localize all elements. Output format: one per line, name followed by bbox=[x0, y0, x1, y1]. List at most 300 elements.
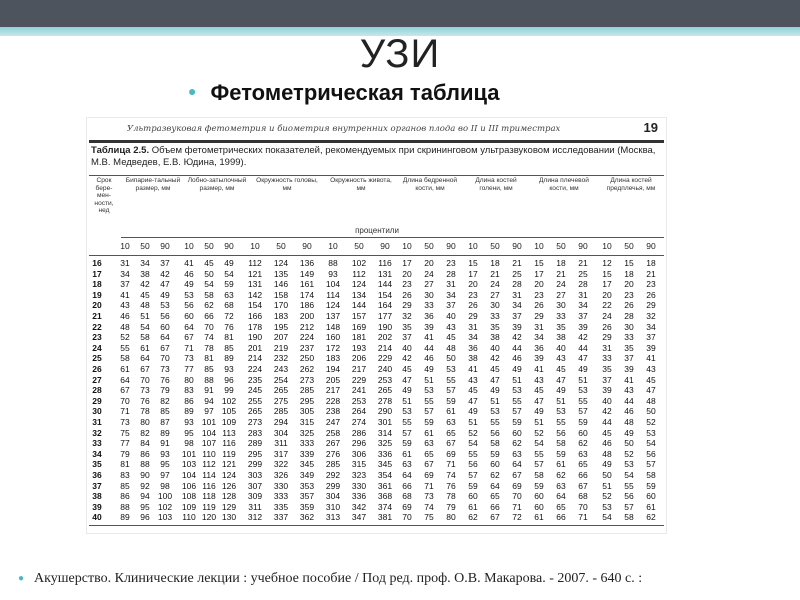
table-cell: 81 bbox=[120, 459, 130, 470]
table-cell: 58 bbox=[556, 438, 566, 449]
table-cell: 31 bbox=[468, 321, 478, 332]
table-cell: 45 bbox=[602, 427, 612, 438]
table-cell: 62 bbox=[490, 470, 500, 480]
table-cell: 359 bbox=[299, 501, 315, 512]
table-cell: 30 bbox=[624, 321, 634, 332]
percentile-header-cell: 10 bbox=[184, 241, 194, 251]
table-cell: 69 bbox=[402, 501, 412, 512]
table-cell: 374 bbox=[377, 501, 393, 512]
table-cell: 67 bbox=[578, 480, 588, 491]
table-row bbox=[87, 491, 666, 502]
table-cell: 49 bbox=[556, 385, 566, 396]
week-cell: 40 bbox=[92, 512, 102, 523]
table-cell: 42 bbox=[402, 353, 412, 364]
running-header: Ультразвуковая фетометрия и биометрия внутренних органов плода во II и III триместрах bbox=[127, 124, 561, 134]
bullet-icon: ● bbox=[18, 573, 25, 584]
table-cell: 89 bbox=[184, 406, 194, 417]
table-cell: 90 bbox=[140, 470, 150, 480]
footer-text: Акушерство. Клинические лекции : учебное пособие / Под ред. проф. О.В. Макарова. - 2007. - 640 с. : bbox=[34, 571, 643, 586]
table-cell: 59 bbox=[224, 279, 234, 290]
table-cell: 47 bbox=[402, 374, 412, 385]
table-cell: 44 bbox=[424, 342, 434, 353]
table-cell: 336 bbox=[351, 491, 367, 502]
table-cell: 54 bbox=[646, 438, 656, 449]
table-cell: 59 bbox=[446, 395, 456, 406]
table-cell: 98 bbox=[184, 438, 194, 449]
table-cell: 212 bbox=[299, 321, 315, 332]
table-row bbox=[87, 406, 666, 417]
table-cell: 34 bbox=[446, 289, 456, 300]
table-row bbox=[87, 269, 666, 280]
table-cell: 37 bbox=[602, 374, 612, 385]
table-row bbox=[87, 375, 666, 386]
table-cell: 102 bbox=[351, 258, 367, 268]
table-cell: 309 bbox=[247, 491, 263, 502]
table-cell: 37 bbox=[402, 332, 412, 343]
table-cell: 60 bbox=[512, 427, 522, 438]
table-cell: 110 bbox=[182, 512, 196, 523]
table-cell: 97 bbox=[204, 406, 214, 417]
table-cell: 38 bbox=[490, 332, 500, 343]
table-cell: 21 bbox=[646, 268, 656, 279]
table-cell: 55 bbox=[556, 417, 566, 427]
table-cell: 47 bbox=[160, 279, 170, 290]
rule-body bbox=[89, 255, 664, 256]
table-cell: 113 bbox=[222, 427, 236, 438]
table-cell: 29 bbox=[602, 332, 612, 343]
table-cell: 74 bbox=[424, 501, 434, 512]
table-cell: 18 bbox=[556, 258, 566, 268]
week-cell: 35 bbox=[92, 459, 102, 470]
table-cell: 23 bbox=[534, 289, 544, 300]
table-cell: 59 bbox=[534, 480, 544, 491]
table-cell: 38 bbox=[468, 353, 478, 364]
week-cell: 30 bbox=[92, 406, 102, 417]
week-cell: 24 bbox=[92, 342, 102, 353]
table-cell: 46 bbox=[512, 353, 522, 364]
table-cell: 29 bbox=[402, 300, 412, 311]
table-cell: 50 bbox=[624, 438, 634, 449]
table-cell: 31 bbox=[578, 289, 588, 300]
table-cell: 93 bbox=[224, 364, 234, 374]
table-cell: 76 bbox=[140, 395, 150, 406]
table-cell: 34 bbox=[468, 332, 478, 343]
table-row bbox=[87, 438, 666, 449]
table-cell: 23 bbox=[468, 289, 478, 300]
table-cell: 67 bbox=[184, 332, 194, 343]
table-cell: 60 bbox=[534, 501, 544, 512]
table-cell: 48 bbox=[120, 321, 130, 332]
table-cell: 39 bbox=[534, 353, 544, 364]
table-cell: 333 bbox=[273, 491, 289, 502]
table-cell: 79 bbox=[446, 501, 456, 512]
table-cell: 87 bbox=[160, 417, 170, 427]
table-cell: 112 bbox=[248, 258, 262, 268]
table-cell: 267 bbox=[325, 438, 341, 449]
table-cell: 325 bbox=[299, 427, 315, 438]
table-cell: 354 bbox=[377, 470, 393, 480]
table-cell: 37 bbox=[646, 332, 656, 343]
percentile-header-cell: 50 bbox=[624, 241, 634, 251]
table-cell: 124 bbox=[325, 300, 341, 311]
table-cell: 49 bbox=[578, 364, 588, 374]
column-header-term: Срок бере-мен-ности, нед bbox=[94, 177, 114, 215]
table-cell: 299 bbox=[247, 459, 263, 470]
table-cell: 214 bbox=[247, 353, 263, 364]
table-cell: 81 bbox=[204, 353, 214, 364]
table-cell: 53 bbox=[402, 406, 412, 417]
table-cell: 65 bbox=[446, 427, 456, 438]
table-cell: 311 bbox=[274, 438, 288, 449]
week-cell: 25 bbox=[92, 353, 102, 364]
table-cell: 83 bbox=[184, 385, 194, 396]
table-cell: 121 bbox=[247, 268, 263, 279]
table-cell: 85 bbox=[204, 364, 214, 374]
table-cell: 58 bbox=[624, 512, 634, 523]
table-cell: 26 bbox=[402, 289, 412, 300]
table-cell: 349 bbox=[299, 470, 315, 480]
table-row bbox=[87, 311, 666, 322]
table-cell: 59 bbox=[402, 438, 412, 449]
table-cell: 161 bbox=[299, 279, 315, 290]
table-cell: 67 bbox=[160, 342, 170, 353]
table-cell: 296 bbox=[351, 438, 367, 449]
table-cell: 20 bbox=[402, 268, 412, 279]
table-cell: 195 bbox=[273, 321, 289, 332]
table-cell: 17 bbox=[468, 268, 478, 279]
table-cell: 109 bbox=[181, 501, 197, 512]
week-cell: 17 bbox=[92, 268, 102, 279]
table-cell: 54 bbox=[224, 268, 234, 279]
table-cell: 169 bbox=[351, 321, 367, 332]
table-cell: 63 bbox=[578, 448, 588, 459]
table-cell: 33 bbox=[490, 311, 500, 321]
table-cell: 45 bbox=[204, 258, 214, 268]
table-cell: 285 bbox=[325, 459, 341, 470]
percentile-header-cell: 10 bbox=[402, 241, 412, 251]
table-cell: 91 bbox=[160, 438, 170, 449]
table-cell: 333 bbox=[299, 438, 315, 449]
table-row bbox=[87, 502, 666, 513]
table-cell: 41 bbox=[184, 258, 194, 268]
table-cell: 80 bbox=[140, 417, 150, 427]
table-cell: 37 bbox=[446, 300, 456, 311]
table-cell: 31 bbox=[534, 321, 544, 332]
table-row bbox=[87, 470, 666, 481]
table-cell: 58 bbox=[140, 332, 150, 343]
table-cell: 64 bbox=[160, 332, 170, 343]
table-cell: 158 bbox=[273, 289, 289, 300]
table-cell: 114 bbox=[326, 289, 340, 300]
table-cell: 146 bbox=[273, 279, 289, 290]
table-cell: 80 bbox=[184, 374, 194, 385]
table-cell: 85 bbox=[120, 480, 130, 491]
table-cell: 290 bbox=[377, 406, 393, 417]
table-cell: 273 bbox=[299, 374, 315, 385]
week-cell: 22 bbox=[92, 321, 102, 332]
table-cell: 59 bbox=[578, 417, 588, 427]
table-cell: 98 bbox=[160, 480, 170, 491]
table-cell: 57 bbox=[534, 459, 544, 470]
table-cell: 73 bbox=[424, 491, 434, 502]
table-cell: 116 bbox=[378, 258, 392, 268]
page-header bbox=[89, 118, 664, 143]
percentile-label: процентили bbox=[355, 226, 399, 235]
table-cell: 28 bbox=[446, 268, 456, 279]
table-cell: 49 bbox=[490, 385, 500, 396]
table-cell: 323 bbox=[351, 470, 367, 480]
table-cell: 42 bbox=[578, 332, 588, 343]
table-caption-text: Объем фетометрических показателей, рекомендуемых при скрининговом ультразвуковом исследовании (Москва, М.В. Медведев, Е.В. Юдина, 1999). bbox=[91, 145, 656, 168]
table-cell: 217 bbox=[325, 385, 341, 396]
percentile-header-cell: 10 bbox=[120, 241, 130, 251]
table-cell: 78 bbox=[204, 342, 214, 353]
table-cell: 47 bbox=[578, 353, 588, 364]
table-cell: 64 bbox=[512, 459, 522, 470]
table-cell: 86 bbox=[184, 395, 194, 406]
table-cell: 45 bbox=[402, 364, 412, 374]
table-cell: 53 bbox=[446, 364, 456, 374]
table-cell: 45 bbox=[446, 332, 456, 343]
table-cell: 183 bbox=[325, 353, 341, 364]
table-cell: 78 bbox=[446, 491, 456, 502]
table-cell: 70 bbox=[140, 374, 150, 385]
week-cell: 20 bbox=[92, 300, 102, 311]
percentile-header-cell: 90 bbox=[380, 241, 390, 251]
table-cell: 194 bbox=[325, 364, 341, 374]
table-cell: 214 bbox=[377, 342, 393, 353]
table-cell: 42 bbox=[490, 353, 500, 364]
table-cell: 170 bbox=[273, 300, 289, 311]
table-cell: 59 bbox=[512, 417, 522, 427]
table-cell: 56 bbox=[160, 311, 170, 321]
table-cell: 97 bbox=[160, 470, 170, 480]
table-cell: 43 bbox=[468, 374, 478, 385]
table-cell: 41 bbox=[534, 364, 544, 374]
table-cell: 94 bbox=[204, 395, 214, 406]
table-cell: 278 bbox=[377, 395, 393, 406]
table-cell: 67 bbox=[446, 438, 456, 449]
table-cell: 49 bbox=[224, 258, 234, 268]
table-cell: 54 bbox=[624, 470, 634, 480]
table-cell: 38 bbox=[140, 268, 150, 279]
table-cell: 32 bbox=[646, 311, 656, 321]
table-cell: 224 bbox=[299, 332, 315, 343]
table-cell: 89 bbox=[224, 353, 234, 364]
table-cell: 55 bbox=[490, 417, 500, 427]
table-cell: 60 bbox=[468, 491, 478, 502]
table-cell: 45 bbox=[468, 385, 478, 396]
table-cell: 60 bbox=[646, 491, 656, 502]
table-cell: 43 bbox=[446, 321, 456, 332]
table-cell: 51 bbox=[424, 374, 434, 385]
table-cell: 46 bbox=[624, 406, 634, 417]
table-cell: 315 bbox=[299, 417, 315, 427]
table-cell: 38 bbox=[556, 332, 566, 343]
table-cell: 99 bbox=[224, 385, 234, 396]
table-cell: 57 bbox=[402, 427, 412, 438]
table-cell: 124 bbox=[273, 258, 289, 268]
table-cell: 47 bbox=[490, 374, 500, 385]
table-cell: 41 bbox=[424, 332, 434, 343]
table-cell: 313 bbox=[325, 512, 341, 523]
table-cell: 59 bbox=[490, 448, 500, 459]
table-cell: 51 bbox=[402, 395, 412, 406]
table-cell: 59 bbox=[424, 417, 434, 427]
table-cell: 64 bbox=[402, 470, 412, 480]
week-cell: 38 bbox=[92, 491, 102, 502]
table-cell: 64 bbox=[120, 374, 130, 385]
table-cell: 229 bbox=[377, 353, 393, 364]
table-cell: 135 bbox=[273, 268, 289, 279]
table-cell: 42 bbox=[160, 268, 170, 279]
table-cell: 61 bbox=[556, 459, 566, 470]
table-cell: 39 bbox=[624, 364, 634, 374]
rule-bottom bbox=[89, 525, 664, 526]
table-cell: 311 bbox=[248, 501, 262, 512]
table-cell: 368 bbox=[377, 491, 393, 502]
table-cell: 71 bbox=[424, 480, 434, 491]
table-cell: 144 bbox=[377, 279, 393, 290]
table-cell: 23 bbox=[402, 279, 412, 290]
table-cell: 357 bbox=[299, 491, 315, 502]
table-cell: 265 bbox=[377, 385, 393, 396]
table-caption bbox=[91, 145, 661, 169]
table-cell: 64 bbox=[490, 480, 500, 491]
week-cell: 26 bbox=[92, 364, 102, 374]
table-cell: 105 bbox=[221, 406, 237, 417]
table-cell: 44 bbox=[512, 342, 522, 353]
table-row bbox=[87, 481, 666, 492]
table-cell: 286 bbox=[351, 427, 367, 438]
table-row bbox=[87, 332, 666, 343]
table-cell: 56 bbox=[490, 427, 500, 438]
table-cell: 53 bbox=[578, 385, 588, 396]
table-cell: 250 bbox=[299, 353, 315, 364]
table-cell: 18 bbox=[490, 258, 500, 268]
table-cell: 149 bbox=[299, 268, 315, 279]
table-cell: 73 bbox=[140, 385, 150, 396]
table-cell: 62 bbox=[556, 470, 566, 480]
table-cell: 166 bbox=[247, 311, 263, 321]
table-cell: 71 bbox=[184, 342, 194, 353]
table-cell: 33 bbox=[624, 332, 634, 343]
table-cell: 205 bbox=[325, 374, 341, 385]
table-cell: 52 bbox=[602, 491, 612, 502]
table-cell: 27 bbox=[490, 289, 500, 300]
week-cell: 34 bbox=[92, 448, 102, 459]
table-cell: 95 bbox=[184, 427, 194, 438]
table-cell: 78 bbox=[140, 406, 150, 417]
table-cell: 106 bbox=[181, 480, 197, 491]
table-cell: 39 bbox=[424, 321, 434, 332]
table-cell: 294 bbox=[273, 417, 289, 427]
table-cell: 190 bbox=[377, 321, 393, 332]
table-cell: 70 bbox=[120, 395, 130, 406]
table-cell: 154 bbox=[377, 289, 393, 300]
table-cell: 59 bbox=[468, 480, 478, 491]
table-cell: 49 bbox=[512, 364, 522, 374]
table-cell: 71 bbox=[512, 501, 522, 512]
table-cell: 29 bbox=[468, 311, 478, 321]
table-cell: 58 bbox=[490, 438, 500, 449]
table-cell: 93 bbox=[328, 268, 338, 279]
table-cell: 58 bbox=[204, 289, 214, 300]
table-cell: 45 bbox=[556, 364, 566, 374]
table-cell: 62 bbox=[646, 512, 656, 523]
table-cell: 28 bbox=[512, 279, 522, 290]
week-cell: 31 bbox=[92, 417, 102, 427]
table-cell: 92 bbox=[140, 480, 150, 491]
table-cell: 73 bbox=[160, 364, 170, 374]
table-cell: 295 bbox=[299, 395, 315, 406]
table-cell: 26 bbox=[602, 321, 612, 332]
table-cell: 85 bbox=[224, 342, 234, 353]
table-cell: 35 bbox=[402, 321, 412, 332]
table-cell: 21 bbox=[578, 258, 588, 268]
table-cell: 26 bbox=[534, 300, 544, 311]
table-cell: 26 bbox=[624, 300, 634, 311]
table-cell: 61 bbox=[446, 406, 456, 417]
table-cell: 15 bbox=[624, 258, 634, 268]
table-cell: 345 bbox=[299, 459, 315, 470]
top-bar bbox=[0, 0, 800, 27]
table-cell: 336 bbox=[377, 448, 393, 459]
table-cell: 40 bbox=[490, 342, 500, 353]
table-cell: 53 bbox=[512, 385, 522, 396]
table-cell: 306 bbox=[351, 448, 367, 459]
table-cell: 275 bbox=[273, 395, 289, 406]
table-cell: 45 bbox=[490, 364, 500, 374]
percentile-header-cell: 10 bbox=[468, 241, 478, 251]
table-cell: 43 bbox=[120, 300, 130, 311]
table-cell: 301 bbox=[377, 417, 393, 427]
table-cell: 124 bbox=[351, 279, 367, 290]
table-cell: 62 bbox=[578, 438, 588, 449]
table-cell: 183 bbox=[273, 311, 289, 321]
table-cell: 49 bbox=[160, 289, 170, 300]
table-cell: 40 bbox=[602, 395, 612, 406]
table-cell: 131 bbox=[377, 268, 393, 279]
table-cell: 25 bbox=[512, 268, 522, 279]
table-cell: 53 bbox=[602, 501, 612, 512]
table-cell: 88 bbox=[140, 459, 150, 470]
table-cell: 118 bbox=[202, 491, 216, 502]
table-cell: 63 bbox=[402, 459, 412, 470]
table-cell: 61 bbox=[534, 512, 544, 523]
table-cell: 283 bbox=[247, 427, 263, 438]
table-cell: 51 bbox=[534, 417, 544, 427]
table-cell: 28 bbox=[624, 311, 634, 321]
table-cell: 190 bbox=[247, 332, 263, 343]
week-cell: 27 bbox=[92, 374, 102, 385]
table-cell: 65 bbox=[490, 491, 500, 502]
rule-percentiles bbox=[121, 237, 664, 238]
table-cell: 186 bbox=[299, 300, 315, 311]
table-cell: 322 bbox=[273, 459, 289, 470]
table-cell: 60 bbox=[184, 311, 194, 321]
table-cell: 101 bbox=[201, 417, 217, 427]
table-cell: 61 bbox=[468, 501, 478, 512]
table-cell: 17 bbox=[534, 268, 544, 279]
table-cell: 64 bbox=[184, 321, 194, 332]
table-cell: 62 bbox=[468, 512, 478, 523]
table-cell: 23 bbox=[646, 279, 656, 290]
table-cell: 39 bbox=[578, 321, 588, 332]
table-cell: 50 bbox=[646, 406, 656, 417]
table-cell: 61 bbox=[140, 342, 150, 353]
table-cell: 69 bbox=[424, 470, 434, 480]
